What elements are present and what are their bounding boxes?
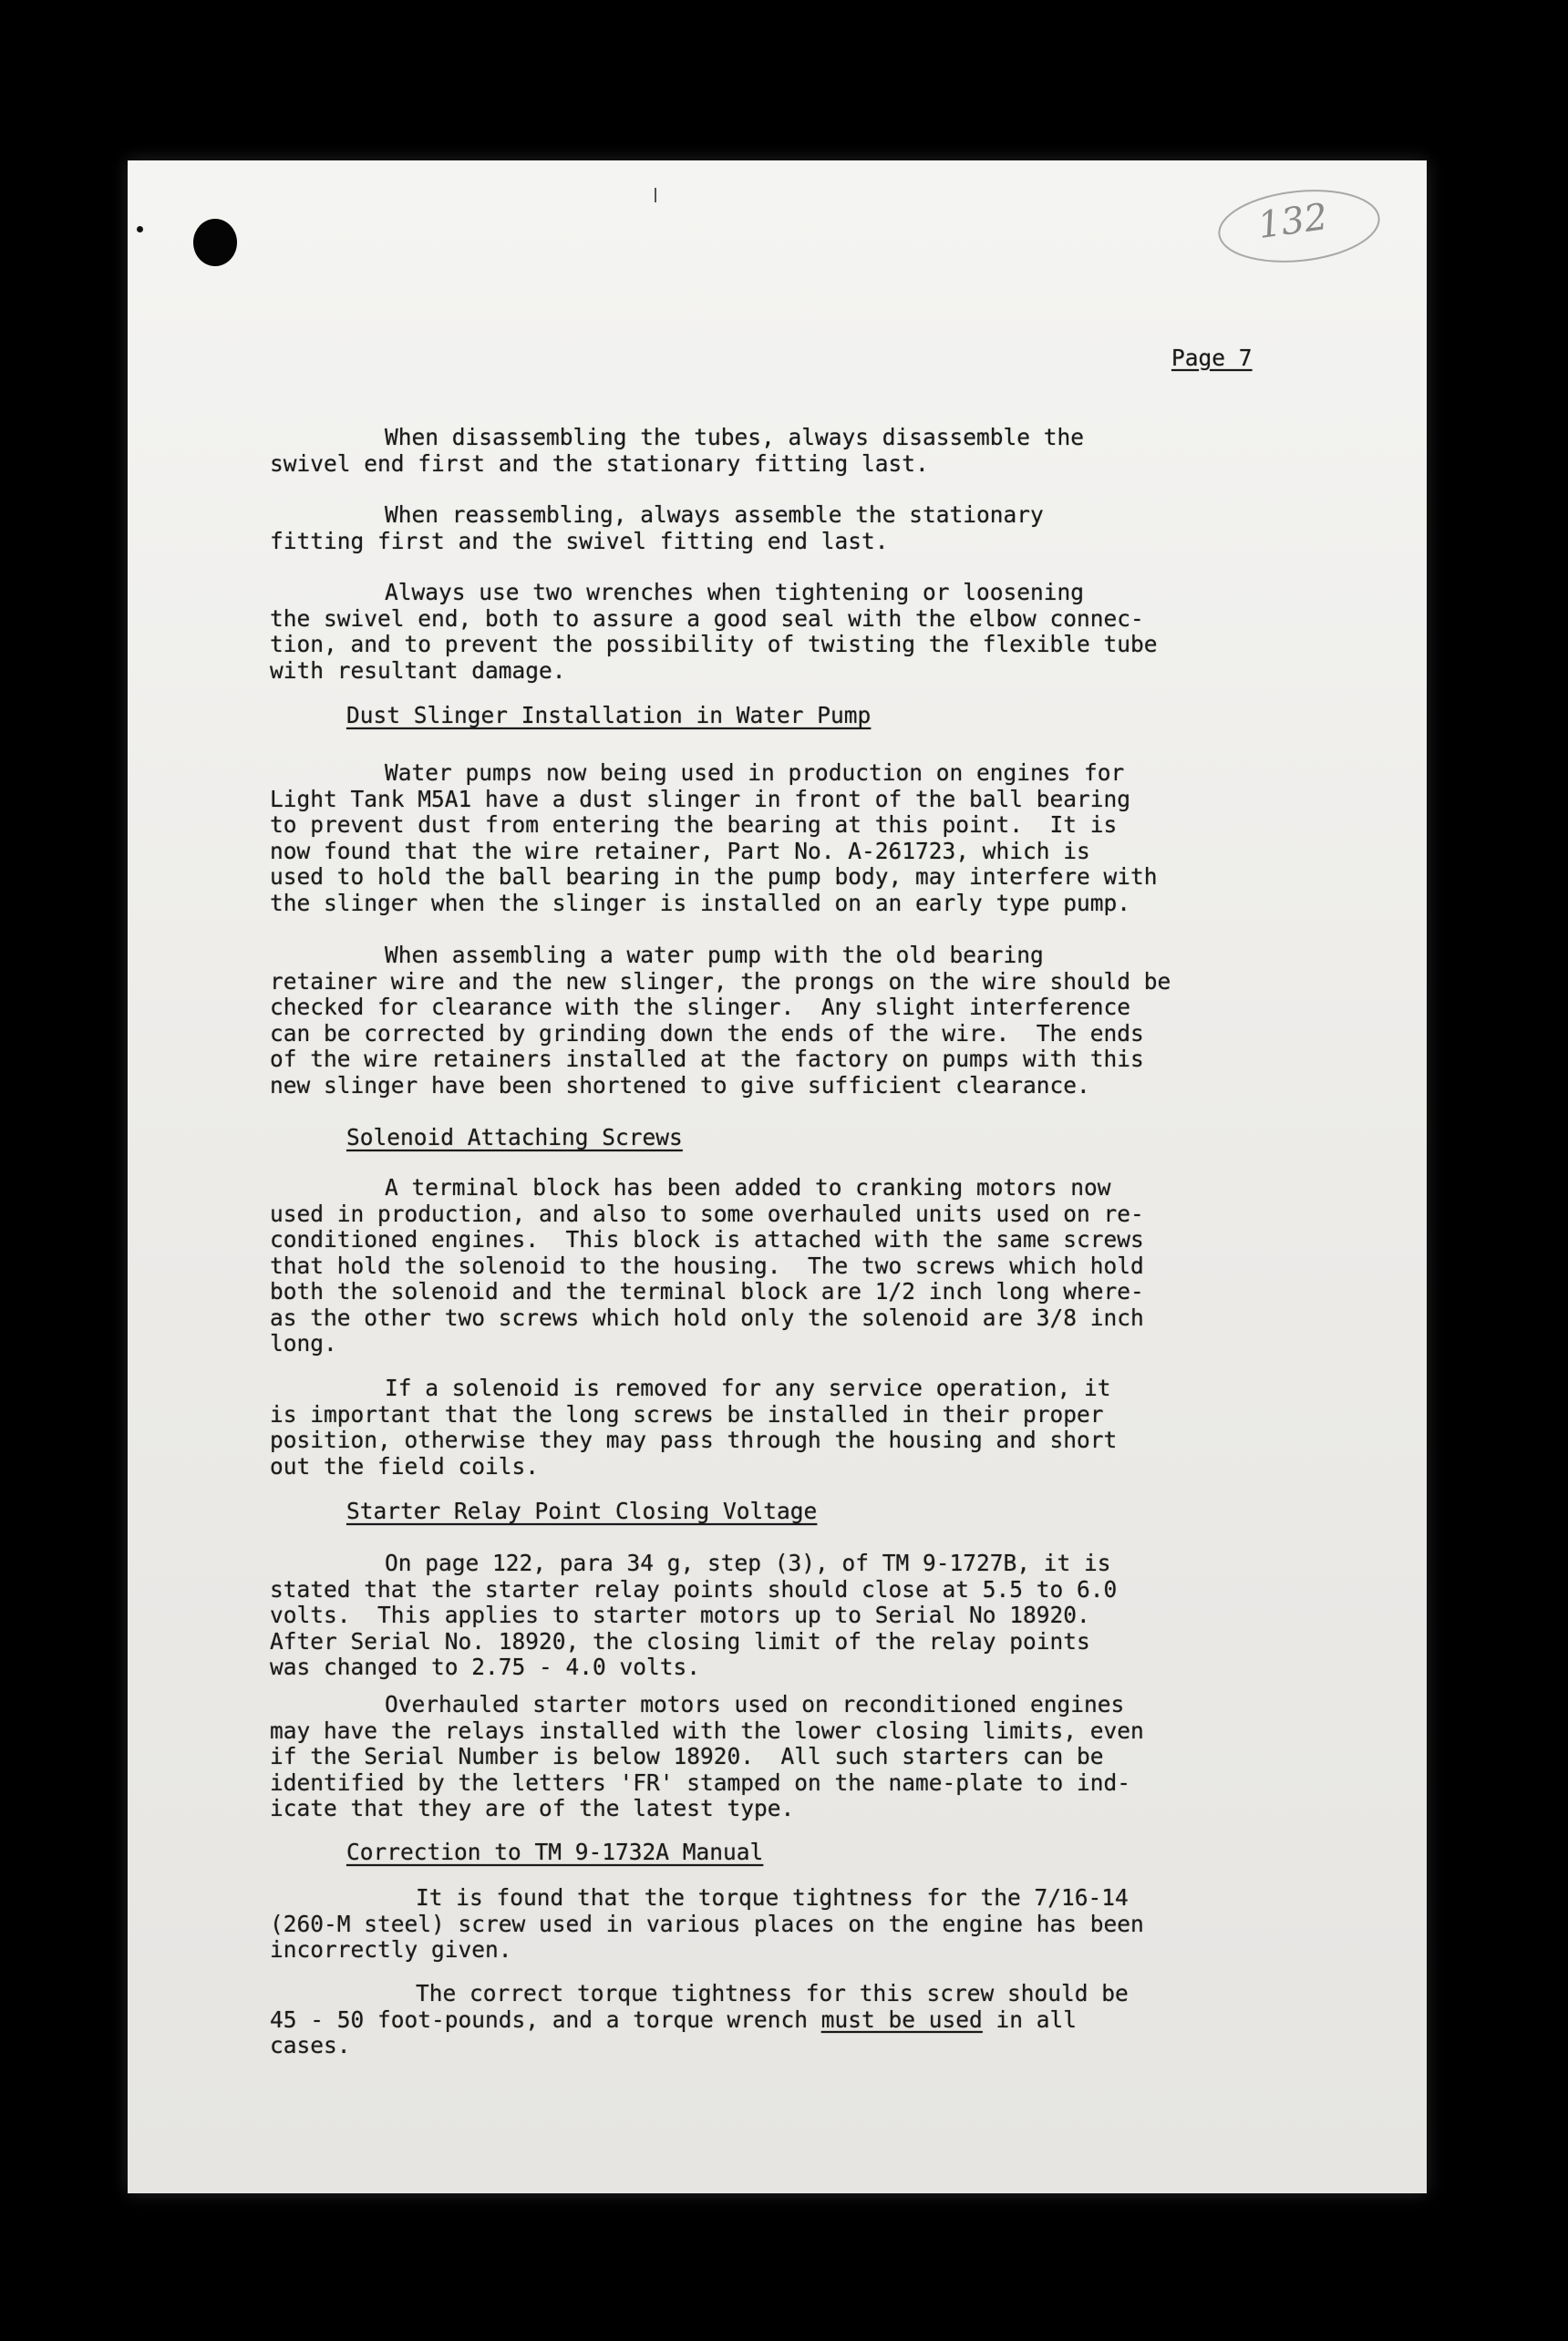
- paragraph-reassembling: [270, 502, 1409, 554]
- text-line: is important that the long screws be installed in their proper: [270, 1400, 1104, 1428]
- text-line: long.: [270, 1330, 337, 1356]
- paragraph-water-pumps: [270, 760, 1409, 916]
- text-line: that hold the solenoid to the housing. The two screws which hold: [270, 1252, 1144, 1279]
- text-line: When reassembling, always assemble the stationary: [385, 501, 1044, 528]
- text-line: icate that they are of the latest type.: [270, 1795, 795, 1821]
- text-line: If a solenoid is removed for any service operation, it: [385, 1375, 1111, 1401]
- text-line: position, otherwise they may pass through the housing and short: [270, 1427, 1118, 1453]
- text-line: out the field coils.: [270, 1452, 540, 1480]
- text-line: tion, and to prevent the possibility of twisting the flexible tube: [270, 631, 1158, 657]
- text-line: Water pumps now being used in production on engines for: [385, 759, 1125, 786]
- page-number: Page 7: [1171, 345, 1253, 371]
- text-line: checked for clearance with the slinger. Any slight interference: [270, 994, 1131, 1020]
- text-line: The correct torque tightness for this screw should be: [416, 1980, 1129, 2006]
- document-page: [128, 160, 1427, 2193]
- section-heading-dust-slinger: Dust Slinger Installation in Water Pump: [346, 702, 872, 728]
- emphasis-underlined: must be used: [820, 2006, 983, 2033]
- text-line: fitting first and the swivel fitting end last.: [270, 527, 889, 554]
- section-heading-correction: Correction to TM 9-1732A Manual: [346, 1839, 764, 1865]
- text-line: [270, 2007, 1409, 2034]
- text-line: (260-M steel) screw used in various places on the engine has been: [270, 1910, 1144, 1937]
- paragraph-disassembling: [270, 425, 1409, 477]
- paragraph-terminal-block: [270, 1175, 1409, 1357]
- text-line: A terminal block has been added to cranking motors now: [385, 1174, 1111, 1201]
- text-line: incorrectly given.: [270, 1936, 512, 1963]
- text-line: was changed to 2.75 - 4.0 volts.: [270, 1654, 701, 1680]
- text-line: volts. This applies to starter motors up to Serial No 18920.: [270, 1602, 1090, 1628]
- paragraph-correct-torque: [270, 1981, 1409, 2059]
- text-line: On page 122, para 34 g, step (3), of TM 9-1727B, it is: [385, 1550, 1111, 1576]
- text-segment: in all: [982, 2006, 1078, 2033]
- text-line: as the other two screws which hold only the solenoid are 3/8 inch: [270, 1304, 1144, 1331]
- text-line: the swivel end, both to assure a good seal with the elbow connec-: [270, 604, 1144, 632]
- text-line: new slinger have been shortened to give sufficient clearance.: [270, 1071, 1090, 1098]
- paragraph-torque-tightness: [270, 1885, 1409, 1964]
- text-line: swivel end first and the stationary fitting last.: [270, 449, 929, 477]
- text-line: to prevent dust from entering the bearing at this point. It is: [270, 811, 1118, 838]
- text-segment: 45 - 50 foot-pounds, and a torque wrench: [270, 2006, 821, 2033]
- text-line: Light Tank M5A1 have a dust slinger in front of the ball bearing: [270, 785, 1131, 812]
- text-line: cases.: [270, 2032, 351, 2058]
- archive-folio-number: 132: [1255, 195, 1331, 248]
- text-line: It is found that the torque tightness for the 7/16-14: [416, 1884, 1129, 1911]
- text-line: When assembling a water pump with the old bearing: [385, 942, 1044, 968]
- text-line: After Serial No. 18920, the closing limit of the relay points: [270, 1627, 1090, 1655]
- page-text: [128, 160, 1427, 2193]
- text-line: used in production, and also to some overhauled units used on re-: [270, 1200, 1144, 1227]
- paragraph-overhauled-starters: [270, 1692, 1409, 1822]
- text-line: the slinger when the slinger is installed on an early type pump.: [270, 889, 1131, 916]
- text-line: Overhauled starter motors used on reconditioned engines: [385, 1691, 1125, 1717]
- text-line: if the Serial Number is below 18920. All such starters can be: [270, 1743, 1104, 1769]
- text-line: retainer wire and the new slinger, the prongs on the wire should be: [270, 967, 1171, 995]
- text-line: may have the relays installed with the lower closing limits, even: [270, 1717, 1144, 1744]
- text-line: Always use two wrenches when tightening or loosening: [385, 579, 1085, 605]
- text-line: now found that the wire retainer, Part No. A-261723, which is: [270, 837, 1090, 864]
- paragraph-solenoid-removed: [270, 1376, 1409, 1480]
- text-line: identified by the letters 'FR' stamped on the name-plate to ind-: [270, 1769, 1131, 1796]
- text-line: used to hold the ball bearing in the pump body, may interfere with: [270, 863, 1158, 890]
- paragraph-assembling-pump: [270, 943, 1409, 1098]
- text-line: stated that the starter relay points should close at 5.5 to 6.0: [270, 1575, 1118, 1603]
- section-heading-solenoid: Solenoid Attaching Screws: [346, 1124, 683, 1150]
- text-line: When disassembling the tubes, always disassemble the: [385, 424, 1085, 450]
- text-line: both the solenoid and the terminal block are 1/2 inch long where-: [270, 1278, 1144, 1305]
- text-line: conditioned engines. This block is attached with the same screws: [270, 1226, 1144, 1253]
- section-heading-starter-relay: Starter Relay Point Closing Voltage: [346, 1498, 818, 1524]
- text-line: with resultant damage.: [270, 656, 566, 684]
- paragraph-wrenches: [270, 580, 1409, 684]
- paragraph-relay-points: [270, 1551, 1409, 1681]
- text-line: of the wire retainers installed at the factory on pumps with this: [270, 1046, 1144, 1072]
- text-line: can be corrected by grinding down the ends of the wire. The ends: [270, 1019, 1144, 1047]
